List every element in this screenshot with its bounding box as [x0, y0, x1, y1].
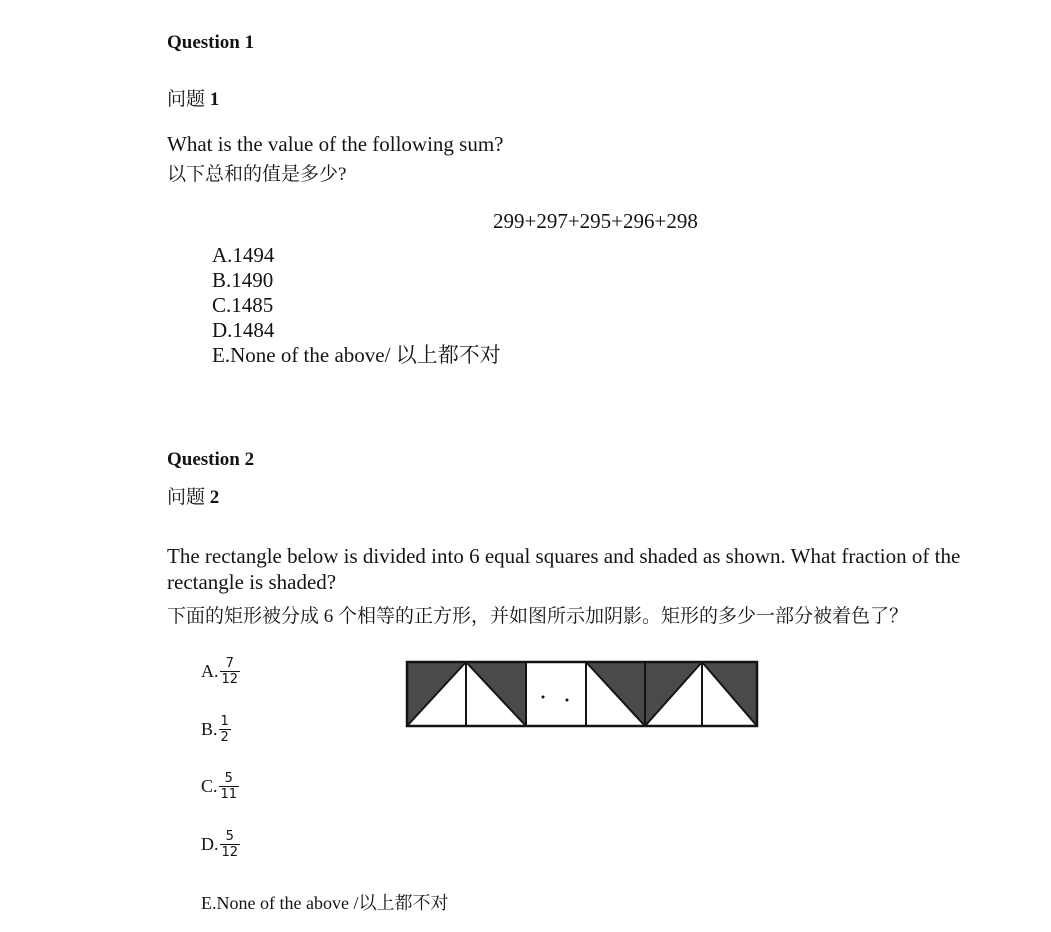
q1-expression: 299+297+295+296+298	[493, 209, 698, 233]
q2-option-a	[201, 656, 240, 687]
q2-cn-label-text: 问题	[167, 487, 206, 508]
q2-option-b-denominator: 2	[220, 730, 229, 745]
q2-prompt-en-line2: rectangle is shaded?	[167, 570, 337, 594]
q2-option-c-fraction	[219, 771, 240, 802]
q2-option-b-fraction	[219, 714, 231, 745]
q1-option-c: C.1485	[212, 293, 274, 317]
q2-option-b	[201, 714, 231, 745]
q2-option-e: E.None of the above /以上都不对	[201, 893, 449, 913]
scan-speck	[542, 696, 545, 699]
q1-option-a: A.1494	[212, 243, 275, 267]
q1-option-e: E.None of the above/ 以上都不对	[212, 343, 501, 367]
q2-cn-number: 2	[209, 487, 220, 508]
q2-option-d-denominator: 12	[221, 845, 239, 860]
q1-cn-label	[167, 84, 219, 111]
scan-speck	[566, 699, 569, 702]
rectangle-outline	[407, 662, 757, 726]
q1-options	[212, 243, 501, 368]
q2-option-a-denominator: 12	[221, 672, 239, 687]
q2-option-b-letter: B.	[201, 719, 218, 739]
q1-option-d: D.1484	[212, 318, 275, 342]
q2-title: Question 2	[167, 449, 255, 470]
q2-option-d-letter: D.	[201, 834, 219, 854]
q2-shaded-rectangle-figure	[400, 652, 766, 734]
q2-option-c-denominator: 11	[220, 787, 238, 802]
q2-option-a-fraction	[220, 656, 241, 687]
q2-option-a-letter: A.	[201, 661, 219, 681]
q2-option-b-numerator: 1	[220, 714, 229, 729]
q1-option-b: B.1490	[212, 268, 274, 292]
q2-option-c-letter: C.	[201, 776, 218, 796]
q2-option-c	[201, 771, 239, 802]
q1-cn-label-text: 问题	[167, 89, 206, 110]
q2-cn-label	[167, 482, 219, 509]
q2-prompt-cn: 下面的矩形被分成 6 个相等的正方形，并如图所示加阴影。矩形的多少一部分被着色了？	[167, 606, 909, 627]
q1-title: Question 1	[167, 32, 255, 53]
q2-option-c-numerator: 5	[219, 771, 240, 787]
q1-prompt-cn: 以下总和的值是多少?	[167, 164, 347, 185]
q2-option-d	[201, 829, 240, 860]
q1-cn-number: 1	[209, 89, 220, 110]
q2-option-d-numerator: 5	[220, 829, 241, 845]
q2-prompt-en-line1: The rectangle below is divided into 6 equal squares and shaded as shown. What fraction of the	[167, 544, 961, 568]
q1-prompt-en: What is the value of the following sum?	[167, 132, 504, 156]
q2-option-d-fraction	[220, 829, 241, 860]
q2-option-a-numerator: 7	[220, 656, 241, 672]
